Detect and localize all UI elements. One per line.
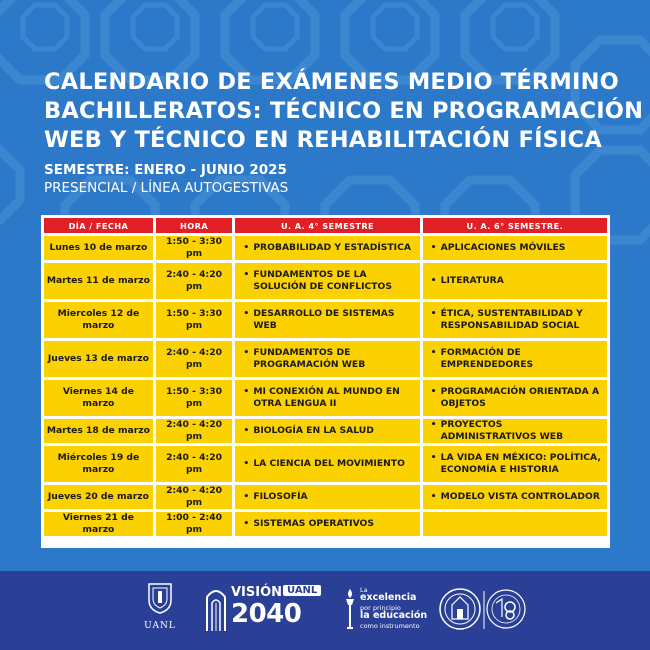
cell-sem4 — [235, 263, 419, 299]
cell-sem4 — [235, 419, 419, 443]
cell-time: 1:50 - 3:30 pm — [156, 380, 233, 416]
bullet-icon: • — [243, 458, 250, 469]
cell-sem4 — [235, 485, 419, 509]
table-row — [44, 512, 607, 536]
vision-2040-logo — [205, 583, 325, 633]
table-row — [44, 446, 607, 482]
table-row — [44, 263, 607, 299]
bullet-icon: • — [243, 308, 250, 319]
excellence-motto-logo — [344, 587, 434, 637]
cell-date: Miércoles 19 de marzo — [44, 446, 153, 482]
header-time: HORA — [156, 218, 233, 233]
title-line: BACHILLERATOS: TÉCNICO EN PROGRAMACIÓN — [44, 98, 644, 124]
cell-sem6-text: APLICACIONES MÓVILES — [440, 242, 566, 253]
cell-time: 2:40 - 4:20 pm — [156, 419, 233, 443]
school-seal-icon — [440, 589, 480, 629]
cell-time: 1:50 - 3:30 pm — [156, 302, 233, 338]
cell-date: Martes 18 de marzo — [44, 419, 153, 443]
vision-word: VISIÓN — [231, 585, 283, 600]
vision-emblem-icon — [205, 585, 227, 633]
institution-seals — [438, 585, 528, 635]
semester-label: SEMESTRE: ENERO - JUNIO 2025 — [44, 162, 287, 178]
cell-time: 2:40 - 4:20 pm — [156, 263, 233, 299]
motto-line: excelencia — [360, 592, 417, 603]
bullet-icon: • — [243, 242, 250, 253]
cell-sem6-text: ÉTICA, SUSTENTABILIDAD Y RESPONSABILIDAD SOCIAL — [440, 308, 583, 331]
cell-sem6-text: PROYECTOS ADMINISTRATIVOS WEB — [440, 419, 564, 442]
cell-sem6 — [423, 263, 607, 299]
table-row — [44, 236, 607, 260]
exam-schedule-table — [41, 215, 610, 548]
bullet-icon: • — [430, 386, 437, 397]
uanl-shield-icon — [145, 581, 175, 615]
cell-sem4 — [235, 380, 419, 416]
bullet-icon: • — [243, 269, 250, 280]
vision-tag: UANL — [283, 585, 321, 596]
cell-sem4-text: PROBABILIDAD Y ESTADÍSTICA — [253, 242, 411, 253]
cell-sem6 — [423, 419, 607, 443]
cell-time: 2:40 - 4:20 pm — [156, 485, 233, 509]
cell-sem6-text: LITERATURA — [440, 275, 504, 286]
footer-logos — [0, 571, 650, 650]
motto-line: La — [360, 586, 368, 594]
bullet-icon: • — [430, 308, 437, 319]
cell-time: 1:50 - 3:30 pm — [156, 236, 233, 260]
table-row — [44, 380, 607, 416]
bullet-icon: • — [430, 347, 437, 358]
cell-sem4 — [235, 236, 419, 260]
cell-date: Lunes 10 de marzo — [44, 236, 153, 260]
cell-sem6 — [423, 236, 607, 260]
uanl-logo — [138, 581, 182, 631]
cell-date: Miercoles 12 de marzo — [44, 302, 153, 338]
motto-line: por principio — [360, 604, 401, 612]
vision-year: 2040 — [231, 599, 302, 629]
cell-date: Viernes 14 de marzo — [44, 380, 153, 416]
bullet-icon: • — [430, 452, 437, 463]
table-row — [44, 341, 607, 377]
bullet-icon: • — [243, 518, 250, 529]
cell-sem4 — [235, 512, 419, 536]
bullet-icon: • — [430, 275, 437, 286]
cell-sem4 — [235, 302, 419, 338]
preparatoria-seal-icon — [487, 590, 525, 628]
cell-date: Jueves 20 de marzo — [44, 485, 153, 509]
cell-sem6 — [423, 446, 607, 482]
cell-sem6-text: PROGRAMACIÓN ORIENTADA A OBJETOS — [440, 386, 600, 409]
cell-date: Jueves 13 de marzo — [44, 341, 153, 377]
cell-sem6 — [423, 485, 607, 509]
torch-icon — [344, 587, 356, 631]
cell-date: Viernes 21 de marzo — [44, 512, 153, 536]
cell-sem4-text: LA CIENCIA DEL MOVIMIENTO — [253, 458, 405, 469]
cell-sem6 — [423, 380, 607, 416]
bullet-icon: • — [430, 491, 437, 502]
cell-sem6 — [423, 302, 607, 338]
cell-sem4-text: MI CONEXIÓN AL MUNDO EN OTRA LENGUA II — [253, 386, 400, 409]
cell-sem4-text: BIOLOGÍA EN LA SALUD — [253, 425, 374, 436]
cell-time: 1:00 - 2:40 pm — [156, 512, 233, 536]
bullet-icon: • — [243, 386, 250, 397]
page-title — [44, 68, 644, 155]
table-row — [44, 302, 607, 338]
bullet-icon: • — [243, 491, 250, 502]
table-header-row — [44, 218, 607, 233]
motto-line: como instrumento — [360, 622, 420, 630]
cell-sem4-text: FILOSOFÍA — [253, 491, 308, 502]
cell-sem6 — [423, 341, 607, 377]
bullet-icon: • — [430, 419, 437, 430]
uanl-logo-label: UANL — [144, 621, 176, 631]
header-sem4: U. A. 4° SEMESTRE — [235, 218, 419, 233]
header-date: DÍA / FECHA — [44, 218, 153, 233]
cell-sem6-text: MODELO VISTA CONTROLADOR — [440, 491, 600, 502]
motto-line: la educación — [360, 610, 428, 621]
cell-sem4 — [235, 341, 419, 377]
bullet-icon: • — [243, 347, 250, 358]
cell-sem4 — [235, 446, 419, 482]
title-line: CALENDARIO DE EXÁMENES MEDIO TÉRMINO — [44, 69, 619, 95]
title-line: WEB Y TÉCNICO EN REHABILITACIÓN FÍSICA — [44, 127, 602, 153]
cell-time: 2:40 - 4:20 pm — [156, 341, 233, 377]
header-sem6: U. A. 6° SEMESTRE. — [423, 218, 607, 233]
bullet-icon: • — [243, 425, 250, 436]
cell-sem6-text: FORMACIÓN DE EMPRENDEDORES — [440, 347, 534, 370]
cell-sem4-text: DESARROLLO DE SISTEMAS WEB — [253, 308, 395, 331]
table-row — [44, 419, 607, 443]
bullet-icon: • — [430, 242, 437, 253]
cell-sem6 — [423, 512, 607, 536]
cell-sem4-text: FUNDAMENTOS DE PROGRAMACIÓN WEB — [253, 347, 366, 370]
cell-time: 2:40 - 4:20 pm — [156, 446, 233, 482]
cell-sem6-text: LA VIDA EN MÉXICO: POLÍTICA, ECONOMÍA E HISTORIA — [440, 452, 601, 475]
cell-sem4-text: SISTEMAS OPERATIVOS — [253, 518, 374, 529]
cell-date: Martes 11 de marzo — [44, 263, 153, 299]
modality-label: PRESENCIAL / LÍNEA AUTOGESTIVAS — [44, 180, 289, 196]
table-row — [44, 485, 607, 509]
cell-sem4-text: FUNDAMENTOS DE LA SOLUCIÓN DE CONFLICTOS — [253, 269, 392, 292]
